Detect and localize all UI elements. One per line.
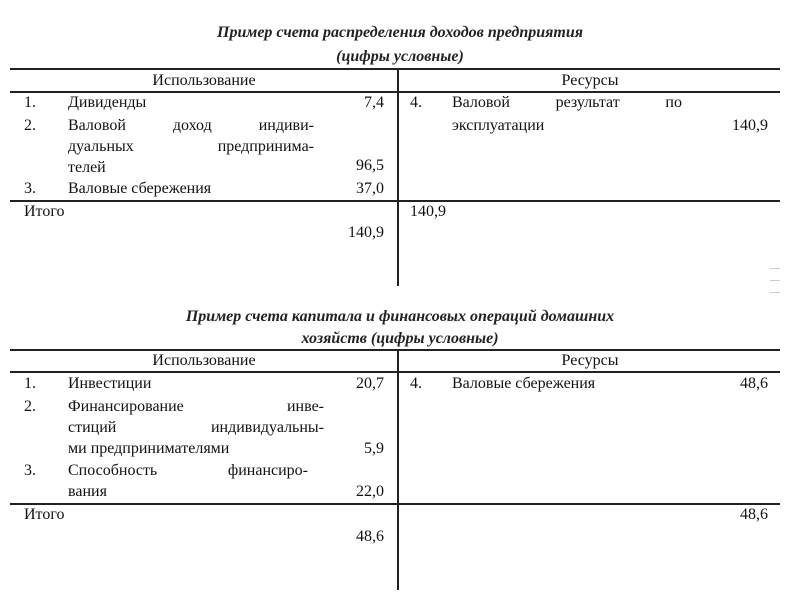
row-label-line2: стиций индивидуальны- bbox=[68, 419, 324, 436]
table1-total-res: 140,9 bbox=[410, 203, 446, 220]
row-number: 1. bbox=[24, 375, 36, 392]
table2-column-divider bbox=[397, 350, 399, 590]
row-label-line1: Валовой доход индиви- bbox=[68, 117, 314, 134]
table1-total-label: Итого bbox=[24, 203, 65, 220]
row-label-line1: Валовой результат по bbox=[452, 94, 682, 111]
table1-column-divider bbox=[397, 70, 399, 286]
table2-total-use: 48,6 bbox=[356, 528, 384, 545]
table2-total-rule bbox=[10, 503, 780, 505]
row-value: 140,9 bbox=[732, 117, 768, 134]
row-number: 3. bbox=[24, 180, 36, 197]
table2-total-res: 48,6 bbox=[740, 506, 768, 523]
row-label: Инвестиции bbox=[68, 375, 152, 392]
row-value: 22,0 bbox=[356, 483, 384, 500]
table2-header-use: Использование bbox=[152, 352, 256, 369]
row-number: 2. bbox=[24, 398, 36, 415]
row-number: 4. bbox=[410, 375, 422, 392]
table1-title-line1: Пример счета распределения доходов предприятия bbox=[217, 24, 583, 41]
row-value: 5,9 bbox=[364, 440, 384, 457]
row-number: 2. bbox=[24, 117, 36, 134]
row-value: 7,4 bbox=[364, 94, 384, 111]
row-label-line1: Финансирование инве- bbox=[68, 398, 324, 415]
row-number: 1. bbox=[24, 94, 36, 111]
row-label-line2: дуальных предпринима- bbox=[68, 138, 314, 155]
table2-title-line2: хозяйств (цифры условные) bbox=[301, 330, 499, 347]
table1-header-res: Ресурсы bbox=[561, 72, 619, 89]
row-label-line1: Способность финансиро- bbox=[68, 462, 308, 479]
row-label: Валовые сбережения bbox=[452, 375, 596, 392]
table2-title-line1: Пример счета капитала и финансовых операций домашних bbox=[185, 308, 615, 325]
row-value: 37,0 bbox=[356, 180, 384, 197]
scan-mark bbox=[770, 280, 780, 281]
table1-total-rule bbox=[10, 200, 780, 202]
row-number: 3. bbox=[24, 462, 36, 479]
row-value: 20,7 bbox=[356, 375, 384, 392]
table1-top-rule bbox=[10, 68, 780, 70]
scan-mark bbox=[770, 292, 780, 293]
row-label-line2: эксплуатации bbox=[452, 117, 545, 134]
table1-header-use: Использование bbox=[152, 72, 256, 89]
table2-total-label: Итого bbox=[24, 506, 65, 523]
row-label-line3: ми предпринимателями bbox=[68, 440, 230, 457]
table1-title-line2: (цифры условные) bbox=[336, 48, 464, 65]
row-label: Дивиденды bbox=[68, 94, 147, 111]
table2-header-res: Ресурсы bbox=[561, 352, 619, 369]
row-value: 48,6 bbox=[740, 375, 768, 392]
table1-total-use: 140,9 bbox=[348, 224, 384, 241]
row-number: 4. bbox=[410, 94, 422, 111]
row-label-line3: телей bbox=[68, 159, 106, 176]
scan-mark bbox=[770, 268, 780, 269]
row-label-line2: вания bbox=[68, 483, 107, 500]
row-label: Валовые сбережения bbox=[68, 180, 212, 197]
row-value: 96,5 bbox=[356, 157, 384, 174]
